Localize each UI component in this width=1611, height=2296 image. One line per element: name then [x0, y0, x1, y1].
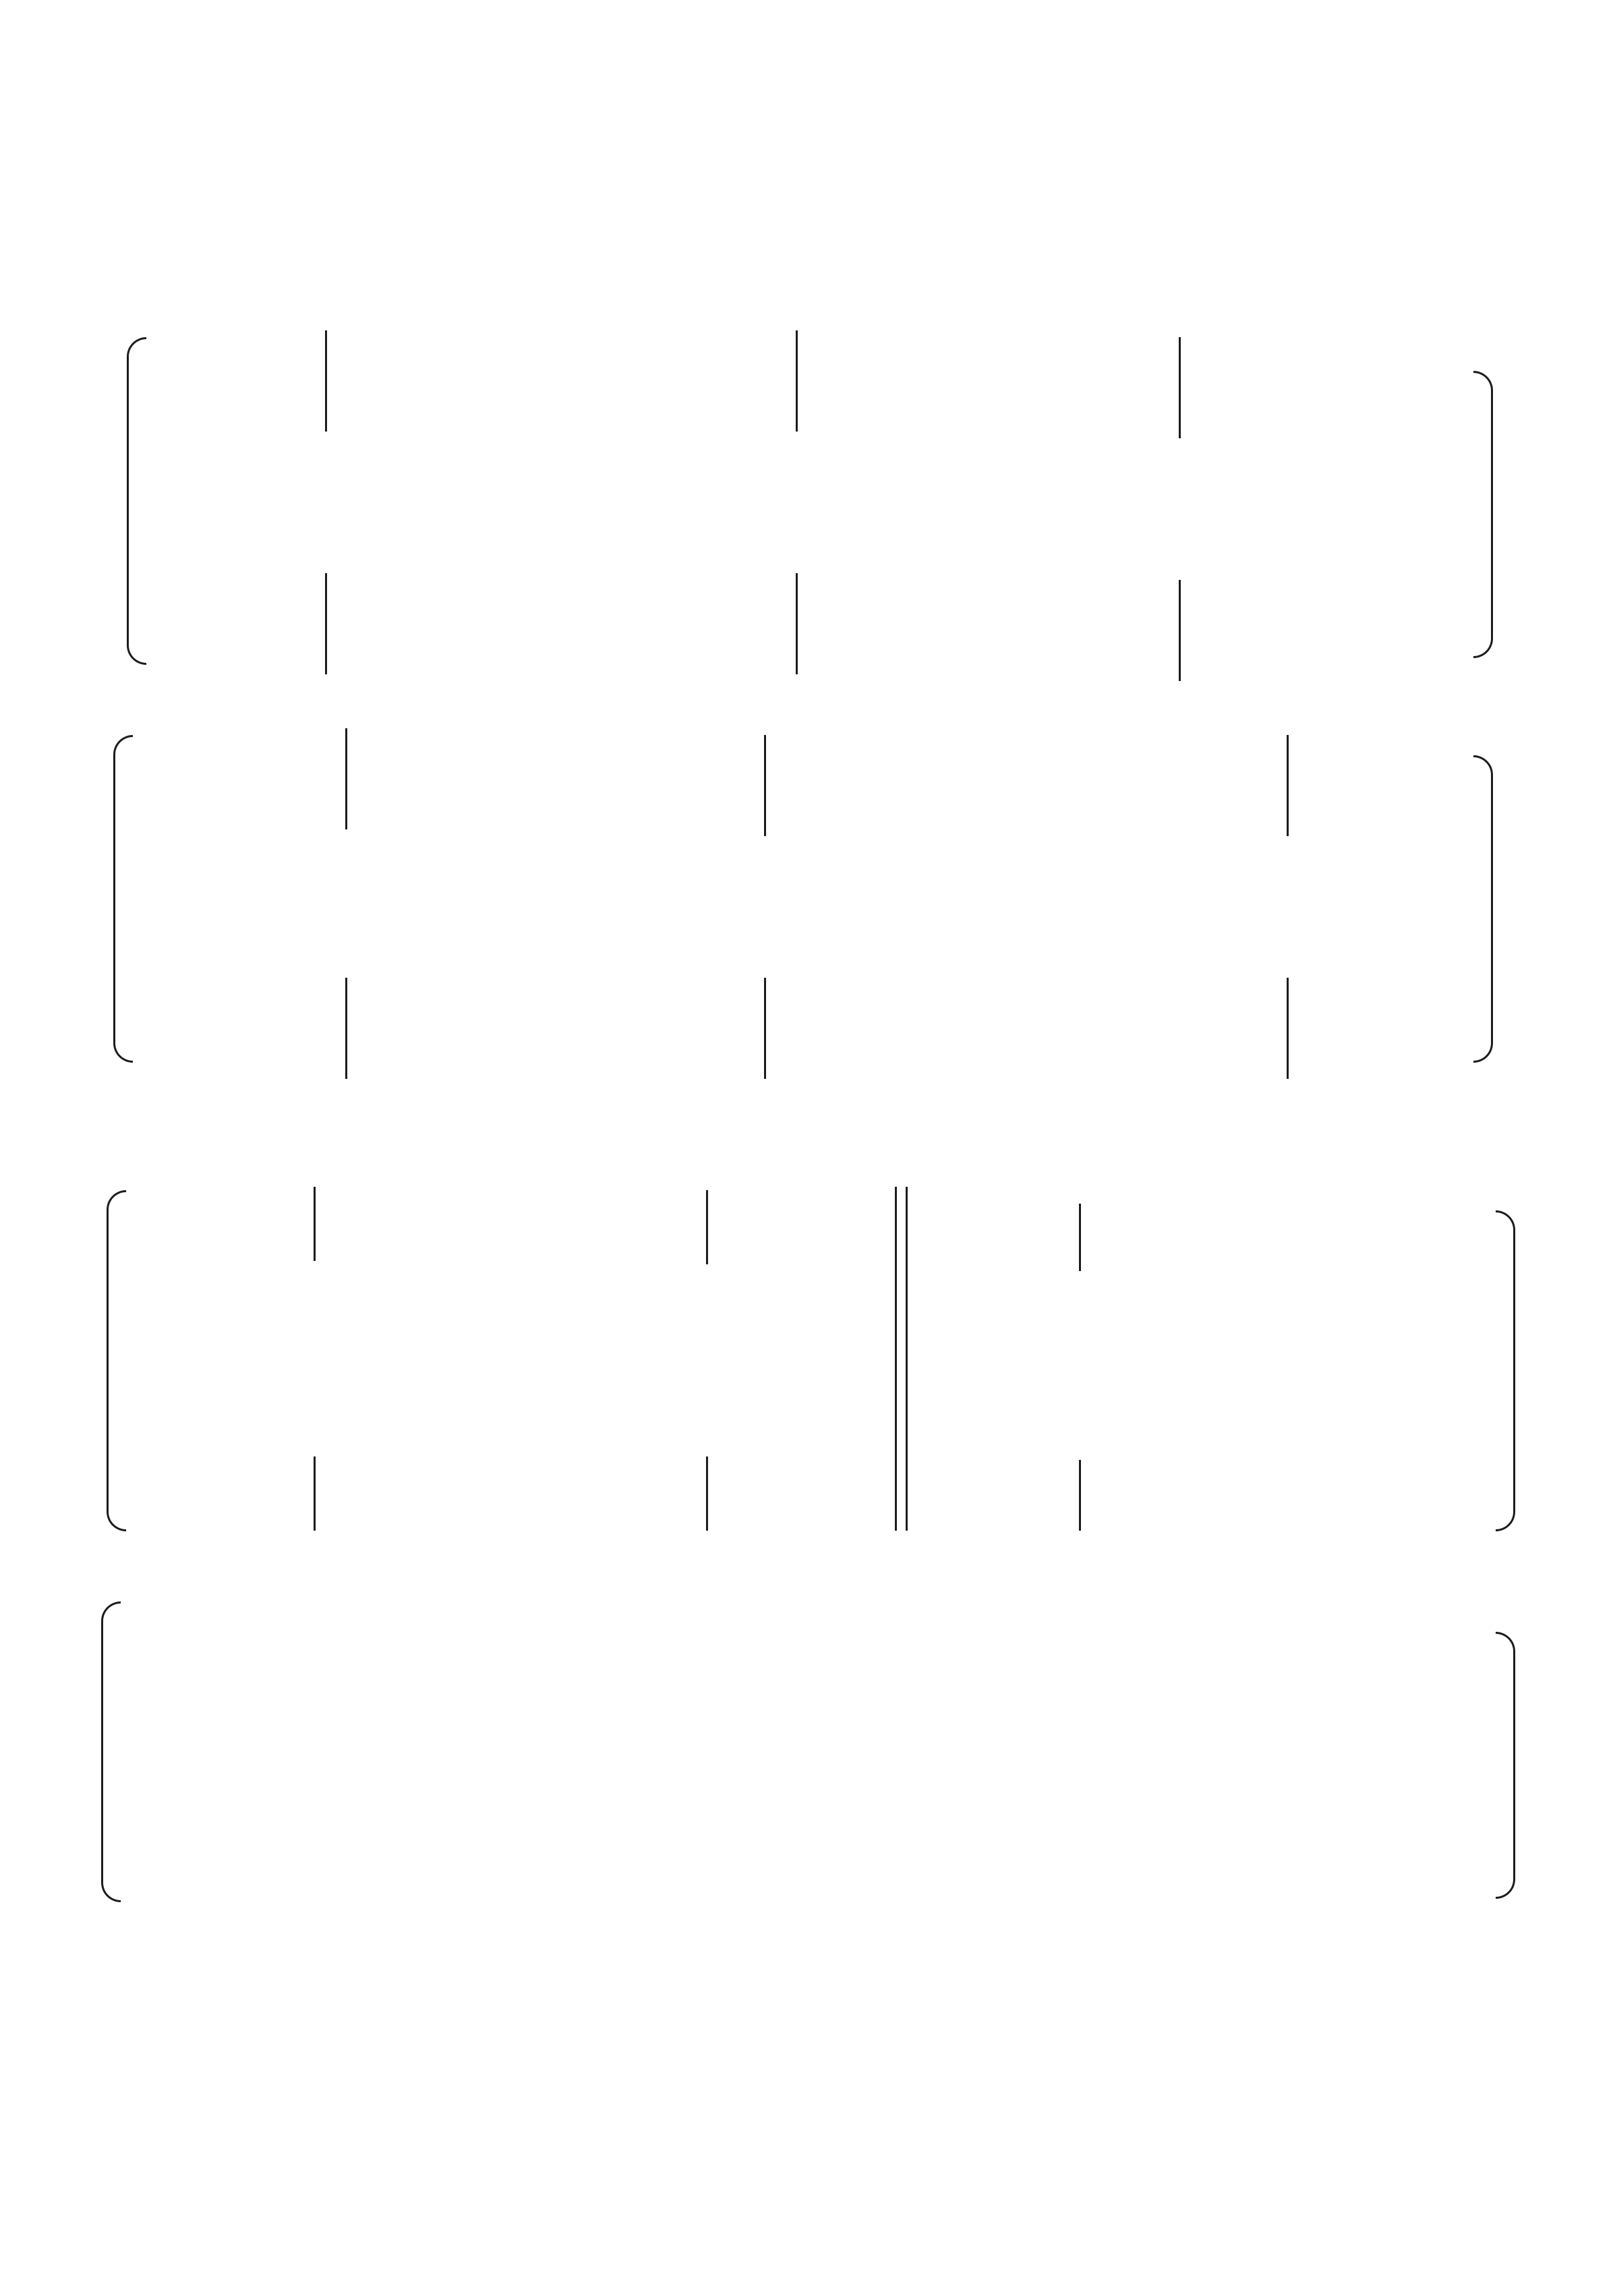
barline	[314, 1187, 316, 1261]
double-barline	[906, 1187, 908, 1531]
barline	[1079, 1204, 1081, 1271]
left-brace	[101, 1601, 121, 1902]
right-brace	[1496, 1632, 1515, 1899]
left-brace	[107, 1190, 126, 1531]
barline	[325, 573, 327, 674]
barline	[1079, 1460, 1081, 1531]
system-4	[0, 1598, 1611, 1908]
barline	[325, 330, 327, 432]
right-brace	[1473, 371, 1493, 658]
left-brace	[127, 337, 146, 665]
double-barline	[895, 1187, 897, 1531]
barline	[1287, 735, 1289, 836]
barline	[764, 735, 766, 836]
barline	[706, 1456, 708, 1531]
right-brace	[1473, 755, 1493, 1063]
barline	[796, 573, 798, 674]
barline	[1179, 337, 1181, 438]
barline	[1179, 580, 1181, 681]
system-1	[0, 330, 1611, 681]
barline	[1287, 978, 1289, 1079]
barline	[796, 330, 798, 432]
barline	[764, 978, 766, 1079]
system-2	[0, 728, 1611, 1079]
hymn-title	[0, 101, 1611, 150]
system-3	[0, 1146, 1611, 1537]
barline	[345, 728, 347, 829]
barline	[706, 1190, 708, 1264]
left-brace	[113, 735, 133, 1063]
barline	[345, 978, 347, 1079]
right-brace	[1496, 1210, 1515, 1531]
barline	[314, 1456, 316, 1531]
